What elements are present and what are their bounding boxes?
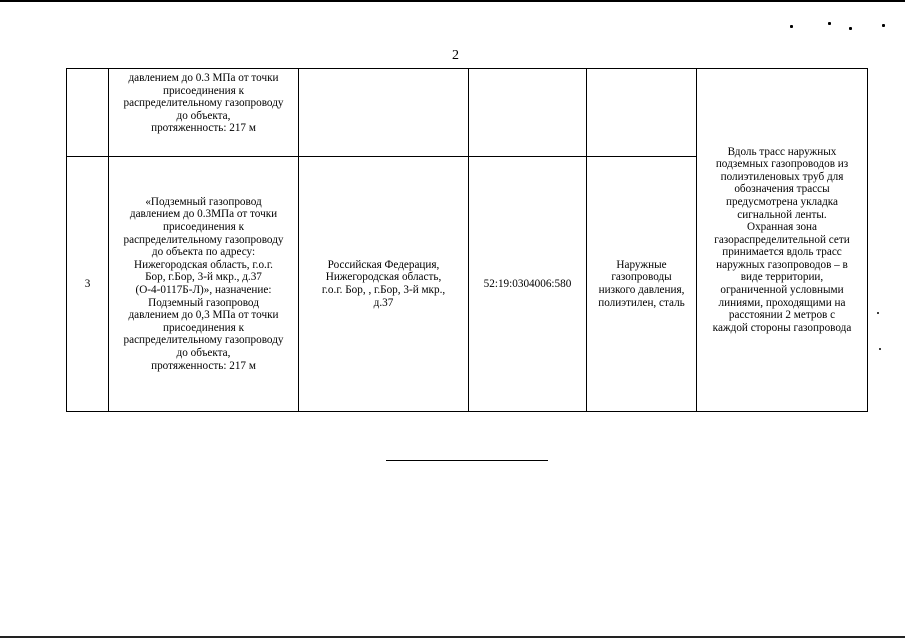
easement-table [66, 68, 868, 412]
table-row-continuation [67, 69, 868, 157]
row-index-cell: 3 [67, 157, 109, 412]
object-type-cell: Наружные газопроводы низкого давления, полиэтилен, сталь [587, 157, 697, 412]
page-number: 2 [452, 48, 459, 63]
scan-speck [828, 22, 831, 25]
protection-zone-cell: Вдоль трасс наружных подземных газопроводов из полиэтиленовых труб для обозначения трассы предусмотрена укладка сигнальной ленты. Охранная зона газораспределительной сети принимается вдоль трасс наружных газопроводов – в виде территории, ограниченной условными линиями, проходящими на расстоянии 2 метров с каждой стороны газопровода [697, 69, 868, 412]
cadastral-number-cell: 52:19:0304006:580 [469, 157, 587, 412]
scan-speck [882, 24, 885, 27]
object-name-cell: «Подземный газопровод давлением до 0.3МПа от точки присоединения к распределительному газопроводу до объекта по адресу: Нижегородская область, г.о.г. Бор, г.Бор, 3-й мкр., д.37 (О-4-0117Б-Л)», назначение: Подземный газопровод давлением до 0,3 МПа от точки присоединения к распределительному газопроводу до объекта, протяженность: 217 м [109, 157, 299, 412]
address-cell [299, 69, 469, 157]
scan-speck [879, 348, 881, 350]
top-border-line [0, 0, 905, 2]
scan-speck [790, 25, 793, 28]
object-name-cell: давлением до 0.3 МПа от точки присоединения к распределительному газопроводу до объекта, протяженность: 217 м [109, 69, 299, 157]
bottom-border-line [0, 636, 905, 638]
address-cell: Российская Федерация, Нижегородская область, г.о.г. Бор, , г.Бор, 3-й мкр., д.37 [299, 157, 469, 412]
scan-speck [877, 312, 879, 314]
end-of-document-line [386, 460, 548, 461]
row-index-cell [67, 69, 109, 157]
object-type-cell [587, 69, 697, 157]
cadastral-number-cell [469, 69, 587, 157]
scan-speck [849, 27, 852, 30]
